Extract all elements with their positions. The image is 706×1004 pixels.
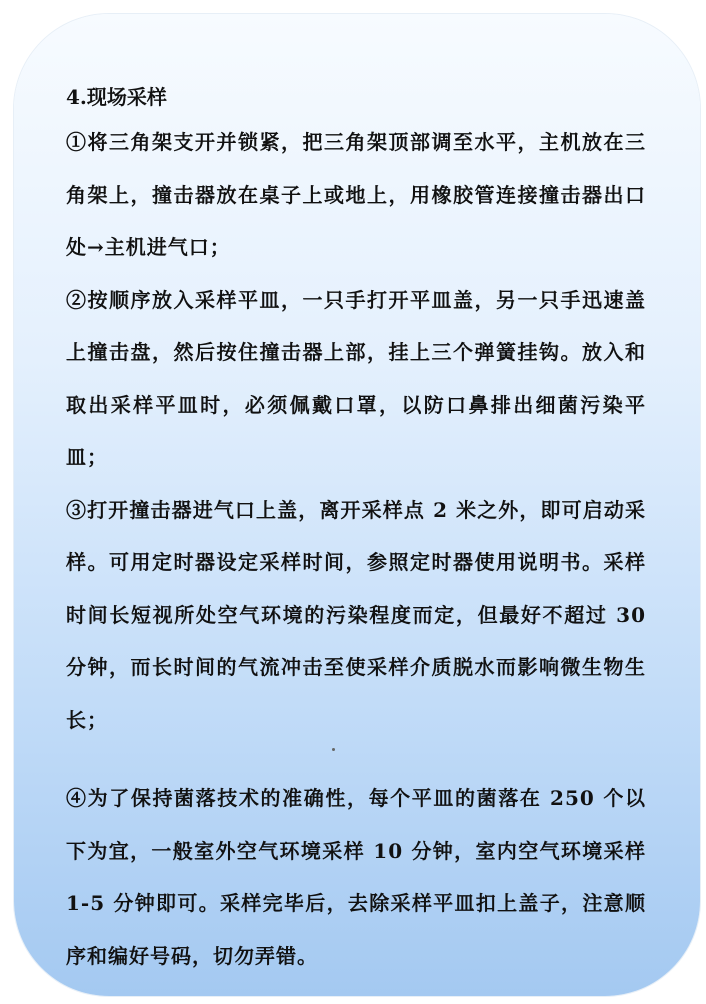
- stray-dot: [332, 748, 335, 751]
- section-heading: 4.现场采样: [66, 85, 167, 109]
- step-4-paragraph: ④为了保持菌落技术的准确性，每个平皿的菌落在 250 个以下为宜，一般室外空气环境采样 10 分钟，室内空气环境采样 1-5 分钟即可。采样完毕后，去除采样平皿扣上盖子，注意顺序和编好号码，切勿弄错。: [66, 786, 646, 968]
- step-3-paragraph: ③打开撞击器进气口上盖，离开采样点 2 米之外，即可启动采样。可用定时器设定采样时间，参照定时器使用说明书。采样时间长短视所处空气环境的污染程度而定，但最好不超过 30 分钟，而长时间的气流冲击至使采样介质脱水而影响微生物生长；: [66, 497, 646, 732]
- step-1-paragraph: ①将三角架支开并锁紧，把三角架顶部调至水平，主机放在三角架上，撞击器放在桌子上或地上，用橡胶管连接撞击器出口处→主机进气口；: [66, 130, 646, 259]
- document-body: [66, 78, 646, 982]
- step-2-paragraph: ②按顺序放入采样平皿，一只手打开平皿盖，另一只手迅速盖上撞击盘，然后按住撞击器上部，挂上三个弹簧挂钩。放入和取出采样平皿时，必须佩戴口罩，以防口鼻排出细菌污染平皿；: [66, 287, 646, 469]
